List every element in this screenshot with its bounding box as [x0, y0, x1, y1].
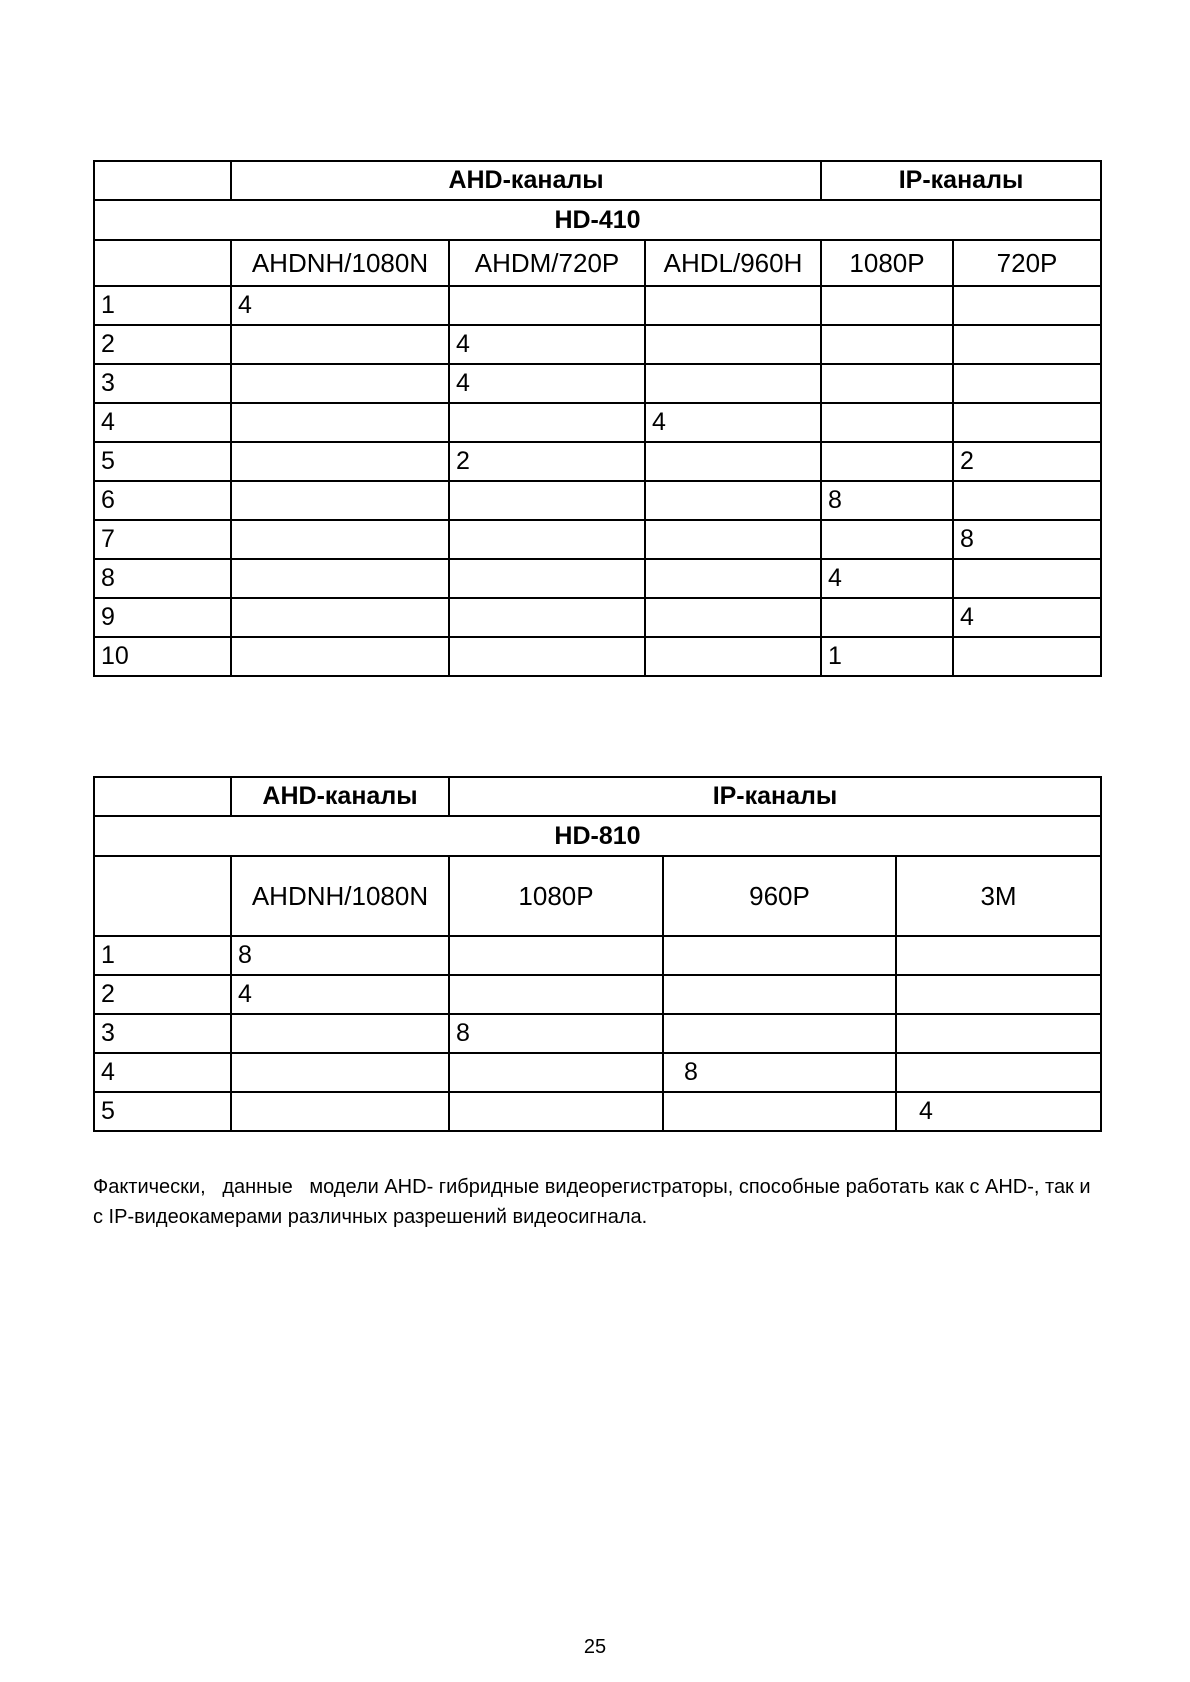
- table-cell: [896, 1014, 1101, 1053]
- row-number: 7: [94, 520, 231, 559]
- table-row: [94, 364, 1101, 403]
- table-cell: [645, 442, 821, 481]
- table-row: [94, 975, 1101, 1014]
- table-cell: [821, 325, 953, 364]
- column-header: 3M: [896, 856, 1101, 936]
- column-header: AHDM/720P: [449, 240, 645, 286]
- table-row: [94, 1053, 1101, 1092]
- table-cell: [645, 598, 821, 637]
- column-header-row: [94, 240, 1101, 286]
- table-cell: [645, 325, 821, 364]
- column-header: 1080P: [821, 240, 953, 286]
- ahd-channels-header: AHD-каналы: [231, 161, 821, 200]
- table-cell: [953, 637, 1101, 676]
- corner-cell: [94, 856, 231, 936]
- table-cell: [231, 325, 449, 364]
- table-cell: 8: [231, 936, 449, 975]
- row-number: 4: [94, 403, 231, 442]
- row-number: 3: [94, 1014, 231, 1053]
- table-cell: [449, 637, 645, 676]
- table-cell: [231, 403, 449, 442]
- corner-cell: [94, 777, 231, 816]
- table-cell: 4: [821, 559, 953, 598]
- table-cell: 2: [449, 442, 645, 481]
- table-cell: [231, 442, 449, 481]
- table-cell: 4: [896, 1092, 1101, 1131]
- hd-810-channel-table: [93, 776, 1102, 1132]
- table-cell: [896, 936, 1101, 975]
- table-cell: [953, 286, 1101, 325]
- table-row: [94, 442, 1101, 481]
- table-cell: [449, 403, 645, 442]
- table-cell: [449, 286, 645, 325]
- table-cell: [953, 481, 1101, 520]
- table-cell: [953, 403, 1101, 442]
- ip-channels-header: IP-каналы: [821, 161, 1101, 200]
- table-cell: 8: [821, 481, 953, 520]
- model-row: [94, 200, 1101, 240]
- table-cell: [231, 559, 449, 598]
- table-cell: [663, 1014, 896, 1053]
- table-row: [94, 403, 1101, 442]
- table-cell: [449, 481, 645, 520]
- table-cell: [449, 559, 645, 598]
- table-cell: [821, 364, 953, 403]
- model-name: HD-810: [94, 816, 1101, 856]
- ip-channels-header: IP-каналы: [449, 777, 1101, 816]
- row-number: 9: [94, 598, 231, 637]
- table-cell: [821, 598, 953, 637]
- table-cell: [645, 481, 821, 520]
- column-header-row: [94, 856, 1101, 936]
- row-number: 4: [94, 1053, 231, 1092]
- table-cell: [449, 1053, 663, 1092]
- table-cell: [953, 325, 1101, 364]
- table-cell: [645, 559, 821, 598]
- table-cell: [821, 442, 953, 481]
- table-cell: 2: [953, 442, 1101, 481]
- table-cell: 4: [449, 325, 645, 364]
- table-row: [94, 520, 1101, 559]
- page-number: 25: [583, 1636, 607, 1658]
- table-row: [94, 481, 1101, 520]
- table-cell: [663, 936, 896, 975]
- explanatory-note: Фактически, данные модели AHD- гибридные видеорегистраторы, способные работать как с AHD-, так и с IP-видеокамерами различных разрешений видеосигнала.: [93, 1176, 1097, 1228]
- table-row: [94, 1092, 1101, 1131]
- table-cell: [953, 364, 1101, 403]
- table-cell: [231, 1053, 449, 1092]
- table-row: [94, 936, 1101, 975]
- model-name: HD-410: [94, 200, 1101, 240]
- corner-cell: [94, 240, 231, 286]
- table-cell: 4: [231, 975, 449, 1014]
- table-cell: 4: [449, 364, 645, 403]
- table-row: [94, 598, 1101, 637]
- table-cell: [896, 1053, 1101, 1092]
- table-cell: 8: [449, 1014, 663, 1053]
- row-number: 6: [94, 481, 231, 520]
- row-number: 1: [94, 936, 231, 975]
- table-cell: [663, 975, 896, 1014]
- table-cell: [449, 520, 645, 559]
- table-header-row: [94, 161, 1101, 200]
- row-number: 8: [94, 559, 231, 598]
- table-row: [94, 559, 1101, 598]
- column-header: 960P: [663, 856, 896, 936]
- table-row: [94, 286, 1101, 325]
- table-row: [94, 325, 1101, 364]
- table-cell: [821, 520, 953, 559]
- table-cell: [231, 598, 449, 637]
- table-cell: [821, 286, 953, 325]
- row-number: 3: [94, 364, 231, 403]
- table-cell: [953, 559, 1101, 598]
- table-cell: [896, 975, 1101, 1014]
- corner-cell: [94, 161, 231, 200]
- table-cell: [231, 364, 449, 403]
- column-header: AHDNH/1080N: [231, 240, 449, 286]
- table-cell: [821, 403, 953, 442]
- table-cell: [231, 1014, 449, 1053]
- table-cell: [231, 1092, 449, 1131]
- hd-410-channel-table: [93, 160, 1102, 677]
- table-header-row: [94, 777, 1101, 816]
- table-cell: 8: [953, 520, 1101, 559]
- table-cell: [231, 520, 449, 559]
- table-cell: 4: [953, 598, 1101, 637]
- table-cell: [645, 637, 821, 676]
- table-row: [94, 1014, 1101, 1053]
- row-number: 10: [94, 637, 231, 676]
- table-cell: [645, 286, 821, 325]
- table-cell: [449, 598, 645, 637]
- table-cell: [449, 1092, 663, 1131]
- table-cell: [645, 520, 821, 559]
- row-number: 2: [94, 975, 231, 1014]
- table-row: [94, 637, 1101, 676]
- column-header: 1080P: [449, 856, 663, 936]
- column-header: AHDNH/1080N: [231, 856, 449, 936]
- table-cell: [231, 637, 449, 676]
- table-cell: 1: [821, 637, 953, 676]
- table-cell: [663, 1092, 896, 1131]
- table-cell: [231, 481, 449, 520]
- table-cell: 4: [231, 286, 449, 325]
- row-number: 5: [94, 442, 231, 481]
- table-cell: [645, 364, 821, 403]
- column-header: AHDL/960H: [645, 240, 821, 286]
- row-number: 1: [94, 286, 231, 325]
- row-number: 5: [94, 1092, 231, 1131]
- table-cell: [449, 936, 663, 975]
- row-number: 2: [94, 325, 231, 364]
- table-cell: 4: [645, 403, 821, 442]
- model-row: [94, 816, 1101, 856]
- table-cell: [449, 975, 663, 1014]
- ahd-channels-header: AHD-каналы: [231, 777, 449, 816]
- column-header: 720P: [953, 240, 1101, 286]
- table-cell: 8: [663, 1053, 896, 1092]
